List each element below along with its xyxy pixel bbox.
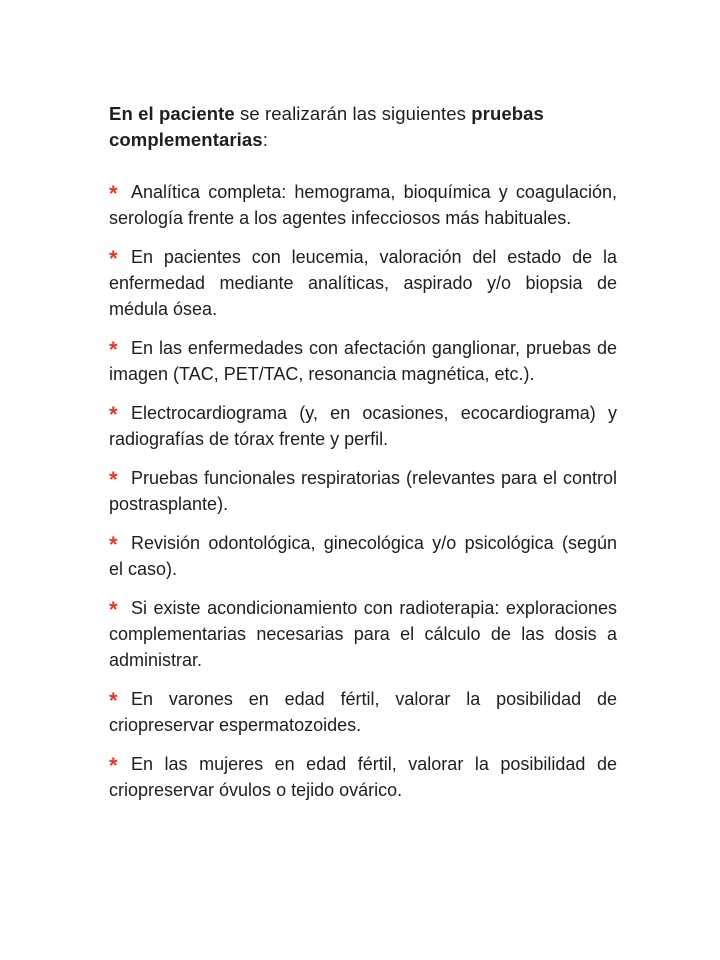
list-item-text: Electrocardiograma (y, en ocasiones, ecocardiograma) y radiografías de tórax frente y perfil.	[109, 403, 617, 449]
tests-list	[109, 179, 617, 803]
asterisk-bullet-icon: *	[109, 467, 118, 492]
asterisk-bullet-icon: *	[109, 597, 118, 622]
list-item	[109, 335, 617, 387]
list-item	[109, 244, 617, 322]
asterisk-bullet-icon: *	[109, 402, 118, 427]
list-item	[109, 686, 617, 738]
list-item	[109, 751, 617, 803]
asterisk-bullet-icon: *	[109, 532, 118, 557]
list-item-text: En las enfermedades con afectación ganglionar, pruebas de imagen (TAC, PET/TAC, resonancia magnética, etc.).	[109, 338, 617, 384]
list-item	[109, 179, 617, 231]
intro-colon: :	[262, 129, 268, 150]
list-item-text: En pacientes con leucemia, valoración del estado de la enfermedad mediante analíticas, aspirado y/o biopsia de médula ósea.	[109, 247, 617, 319]
list-item	[109, 595, 617, 673]
asterisk-bullet-icon: *	[109, 181, 118, 206]
intro-bold-tests: pruebas complementarias	[109, 103, 544, 150]
list-item-text: En varones en edad fértil, valorar la posibilidad de criopreservar espermatozoides.	[109, 689, 617, 735]
list-item-text: Revisión odontológica, ginecológica y/o psicológica (según el caso).	[109, 533, 617, 579]
intro-text: se realizarán las siguientes	[234, 103, 472, 124]
list-item	[109, 465, 617, 517]
asterisk-bullet-icon: *	[109, 688, 118, 713]
asterisk-bullet-icon: *	[109, 753, 118, 778]
document-page	[109, 101, 617, 816]
list-item-text: Analítica completa: hemograma, bioquímica y coagulación, serología frente a los agentes infecciosos más habituales.	[109, 182, 617, 228]
list-item	[109, 400, 617, 452]
list-item-text: Pruebas funcionales respiratorias (relevantes para el control postrasplante).	[109, 468, 617, 514]
intro-bold-patient: En el paciente	[109, 103, 235, 124]
intro-paragraph	[109, 101, 617, 153]
asterisk-bullet-icon: *	[109, 337, 118, 362]
list-item-text: En las mujeres en edad fértil, valorar la posibilidad de criopreservar óvulos o tejido ovárico.	[109, 754, 617, 800]
list-item	[109, 530, 617, 582]
list-item-text: Si existe acondicionamiento con radioterapia: exploraciones complementarias necesarias para el cálculo de las dosis a administrar.	[109, 598, 617, 670]
asterisk-bullet-icon: *	[109, 246, 118, 271]
